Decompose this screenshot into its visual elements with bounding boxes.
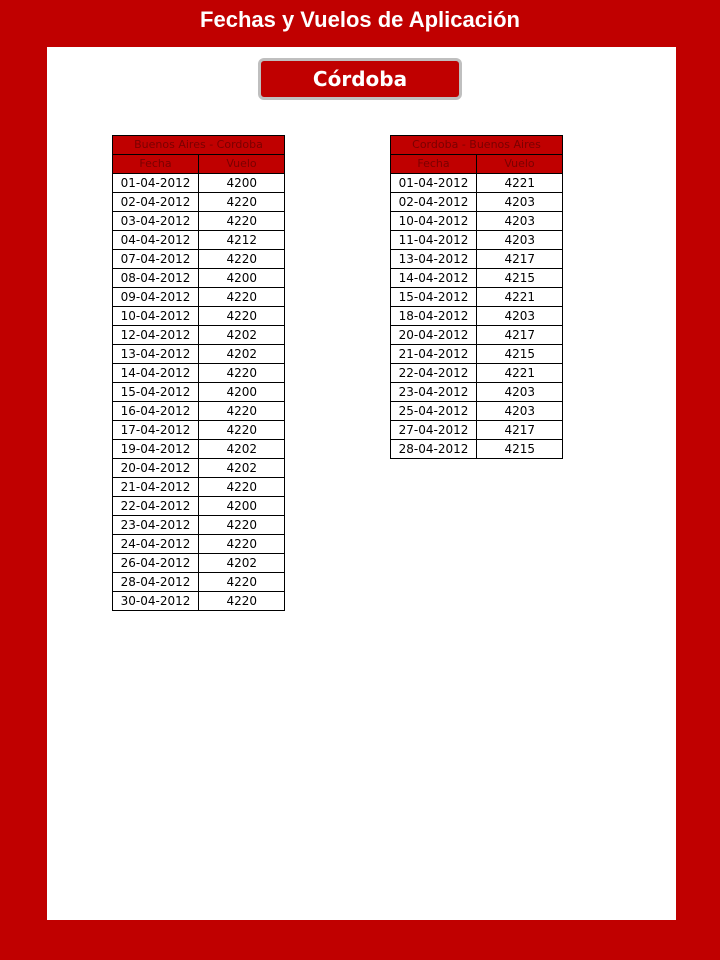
- flight-cell: 4212: [199, 231, 285, 250]
- date-cell: 11-04-2012: [391, 231, 477, 250]
- table-row: [113, 554, 285, 573]
- date-cell: 14-04-2012: [113, 364, 199, 383]
- date-cell: 23-04-2012: [391, 383, 477, 402]
- table-row: [391, 364, 563, 383]
- flight-cell: 4202: [199, 554, 285, 573]
- flights-table-buenos-aires-cordoba: [112, 135, 285, 611]
- date-cell: 16-04-2012: [113, 402, 199, 421]
- table-row: [391, 326, 563, 345]
- column-header-flight: Vuelo: [199, 155, 285, 174]
- table-row: [113, 516, 285, 535]
- flight-cell: 4200: [199, 174, 285, 193]
- table-row: [391, 269, 563, 288]
- table-row: [113, 193, 285, 212]
- flight-cell: 4203: [477, 231, 563, 250]
- flights-table-cordoba-buenos-aires: [390, 135, 563, 459]
- date-cell: 03-04-2012: [113, 212, 199, 231]
- date-cell: 07-04-2012: [113, 250, 199, 269]
- date-cell: 01-04-2012: [391, 174, 477, 193]
- date-cell: 02-04-2012: [391, 193, 477, 212]
- date-cell: 24-04-2012: [113, 535, 199, 554]
- flight-cell: 4220: [199, 288, 285, 307]
- date-cell: 14-04-2012: [391, 269, 477, 288]
- column-header-flight: Vuelo: [477, 155, 563, 174]
- flight-cell: 4220: [199, 421, 285, 440]
- flight-cell: 4217: [477, 326, 563, 345]
- date-cell: 08-04-2012: [113, 269, 199, 288]
- table-row: [113, 231, 285, 250]
- date-cell: 10-04-2012: [391, 212, 477, 231]
- flight-cell: 4220: [199, 193, 285, 212]
- date-cell: 13-04-2012: [391, 250, 477, 269]
- flight-cell: 4202: [199, 326, 285, 345]
- table-row: [391, 212, 563, 231]
- date-cell: 19-04-2012: [113, 440, 199, 459]
- table-row: [113, 288, 285, 307]
- flight-cell: 4200: [199, 383, 285, 402]
- table-row: [113, 592, 285, 611]
- table-row: [391, 231, 563, 250]
- column-header-date: Fecha: [113, 155, 199, 174]
- date-cell: 13-04-2012: [113, 345, 199, 364]
- date-cell: 28-04-2012: [113, 573, 199, 592]
- date-cell: 15-04-2012: [113, 383, 199, 402]
- date-cell: 12-04-2012: [113, 326, 199, 345]
- flight-cell: 4202: [199, 459, 285, 478]
- date-cell: 04-04-2012: [113, 231, 199, 250]
- flight-cell: 4221: [477, 364, 563, 383]
- date-cell: 01-04-2012: [113, 174, 199, 193]
- flight-cell: 4220: [199, 364, 285, 383]
- table-row: [113, 250, 285, 269]
- flight-cell: 4220: [199, 250, 285, 269]
- date-cell: 18-04-2012: [391, 307, 477, 326]
- table-heading: Cordoba - Buenos Aires: [391, 136, 563, 155]
- table-row: [391, 402, 563, 421]
- table-row: [113, 440, 285, 459]
- date-cell: 20-04-2012: [113, 459, 199, 478]
- flight-cell: 4200: [199, 497, 285, 516]
- table-row: [391, 288, 563, 307]
- flight-cell: 4220: [199, 478, 285, 497]
- flight-cell: 4220: [199, 516, 285, 535]
- table-row: [113, 402, 285, 421]
- date-cell: 02-04-2012: [113, 193, 199, 212]
- date-cell: 25-04-2012: [391, 402, 477, 421]
- table-row: [113, 269, 285, 288]
- date-cell: 15-04-2012: [391, 288, 477, 307]
- date-cell: 21-04-2012: [113, 478, 199, 497]
- table-row: [113, 174, 285, 193]
- date-cell: 10-04-2012: [113, 307, 199, 326]
- flight-cell: 4221: [477, 288, 563, 307]
- date-cell: 27-04-2012: [391, 421, 477, 440]
- flight-cell: 4202: [199, 440, 285, 459]
- flight-cell: 4220: [199, 592, 285, 611]
- flight-cell: 4215: [477, 440, 563, 459]
- date-cell: 20-04-2012: [391, 326, 477, 345]
- flight-cell: 4203: [477, 193, 563, 212]
- flight-cell: 4220: [199, 573, 285, 592]
- date-cell: 23-04-2012: [113, 516, 199, 535]
- date-cell: 09-04-2012: [113, 288, 199, 307]
- table-row: [113, 307, 285, 326]
- table-row: [391, 345, 563, 364]
- table-row: [113, 364, 285, 383]
- date-cell: 17-04-2012: [113, 421, 199, 440]
- table-row: [113, 326, 285, 345]
- table-row: [391, 174, 563, 193]
- table-row: [391, 440, 563, 459]
- page-title: Fechas y Vuelos de Aplicación: [200, 7, 520, 32]
- table-row: [113, 345, 285, 364]
- table-heading: Buenos Aires - Cordoba: [113, 136, 285, 155]
- flight-cell: 4217: [477, 250, 563, 269]
- date-cell: 28-04-2012: [391, 440, 477, 459]
- flight-cell: 4217: [477, 421, 563, 440]
- date-cell: 30-04-2012: [113, 592, 199, 611]
- city-badge: Córdoba: [258, 58, 462, 100]
- table-row: [113, 573, 285, 592]
- column-header-date: Fecha: [391, 155, 477, 174]
- flight-cell: 4200: [199, 269, 285, 288]
- flight-cell: 4220: [199, 402, 285, 421]
- flight-cell: 4203: [477, 402, 563, 421]
- flight-cell: 4220: [199, 535, 285, 554]
- flight-cell: 4203: [477, 383, 563, 402]
- table-row: [113, 497, 285, 516]
- flight-cell: 4220: [199, 307, 285, 326]
- flight-cell: 4202: [199, 345, 285, 364]
- table-row: [391, 383, 563, 402]
- table-row: [113, 383, 285, 402]
- flight-cell: 4215: [477, 269, 563, 288]
- date-cell: 26-04-2012: [113, 554, 199, 573]
- table-row: [113, 421, 285, 440]
- date-cell: 22-04-2012: [113, 497, 199, 516]
- table-row: [113, 478, 285, 497]
- table-row: [391, 250, 563, 269]
- table-row: [391, 307, 563, 326]
- table-row: [391, 421, 563, 440]
- table-row: [113, 212, 285, 231]
- table-row: [113, 459, 285, 478]
- table-row: [113, 535, 285, 554]
- flight-cell: 4221: [477, 174, 563, 193]
- table-row: [391, 193, 563, 212]
- flight-cell: 4220: [199, 212, 285, 231]
- date-cell: 21-04-2012: [391, 345, 477, 364]
- flight-cell: 4203: [477, 212, 563, 231]
- flight-cell: 4203: [477, 307, 563, 326]
- flight-cell: 4215: [477, 345, 563, 364]
- date-cell: 22-04-2012: [391, 364, 477, 383]
